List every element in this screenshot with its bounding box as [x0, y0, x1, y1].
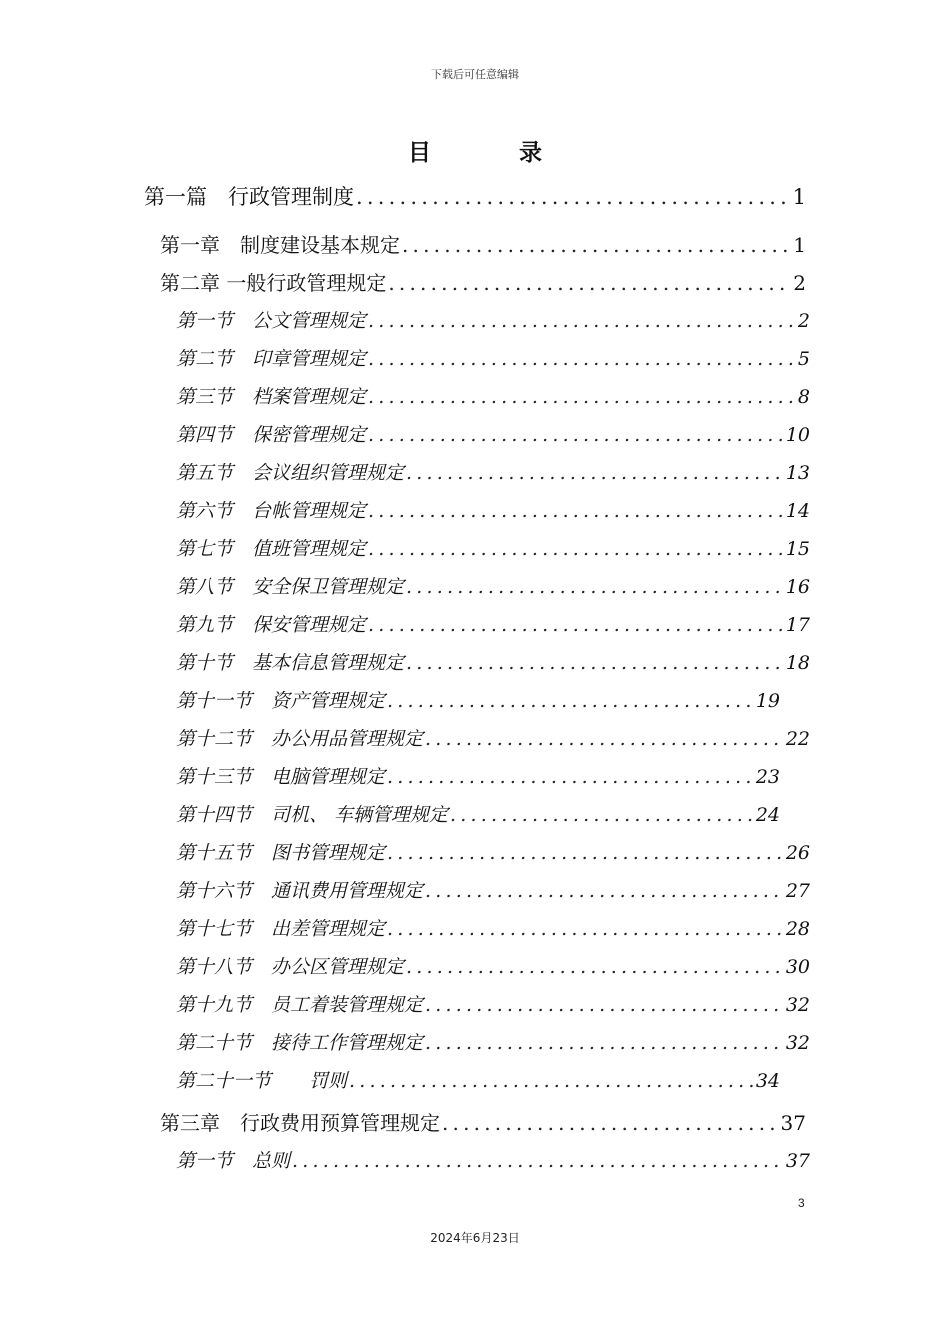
toc-entry-page: 14	[785, 500, 810, 522]
toc-entry-page: 32	[785, 994, 810, 1016]
toc-entry-page: 37	[785, 1150, 810, 1172]
toc-leader-dots	[425, 988, 784, 1022]
toc-entry-label: 第十八节 办公区管理规定	[176, 956, 405, 978]
toc-leader-dots	[368, 608, 784, 642]
toc-entry-page: 13	[785, 462, 810, 484]
toc-leader-dots	[387, 836, 784, 870]
toc-entry-section[interactable]	[176, 760, 780, 794]
toc-entry-label: 第十四节 司机、 车辆管理规定	[176, 804, 449, 826]
toc-leader-dots	[368, 494, 784, 528]
toc-leader-dots	[450, 798, 754, 832]
toc-leader-dots	[442, 1106, 779, 1140]
toc-entry-label: 第一节 总则	[176, 1150, 291, 1172]
toc-entry-label: 第九节 保安管理规定	[176, 614, 367, 636]
toc-entry-page: 23	[755, 766, 780, 788]
toc-leader-dots	[425, 722, 784, 756]
toc-entry-label: 第十九节 员工着装管理规定	[176, 994, 424, 1016]
toc-leader-dots	[368, 418, 784, 452]
toc-entry-label: 第七节 值班管理规定	[176, 538, 367, 560]
toc-entry-section[interactable]	[176, 1144, 810, 1178]
header-note: 下载后可任意编辑	[431, 68, 519, 81]
toc-entry-section[interactable]	[176, 722, 810, 756]
toc-entry-page: 18	[785, 652, 810, 674]
toc-entry-label: 第三节 档案管理规定	[176, 386, 367, 408]
toc-entry-page: 10	[785, 424, 810, 446]
toc-entry-page: 32	[785, 1032, 810, 1054]
toc-entry-label: 第十六节 通讯费用管理规定	[176, 880, 424, 902]
toc-entry-page: 37	[780, 1111, 806, 1135]
toc-leader-dots	[368, 532, 784, 566]
toc-entry-section[interactable]	[176, 836, 810, 870]
toc-entry-page: 5	[797, 348, 810, 370]
toc-entry-section[interactable]	[176, 1064, 780, 1098]
toc-entry-page: 28	[785, 918, 810, 940]
toc-entry-label: 第六节 台帐管理规定	[176, 500, 367, 522]
toc-leader-dots	[402, 228, 791, 262]
toc-leader-dots	[368, 380, 796, 414]
toc-entry-section[interactable]	[176, 798, 780, 832]
toc-leader-dots	[388, 266, 791, 300]
toc-entry-page: 26	[785, 842, 810, 864]
toc-entry-label: 第二十一节 罚则	[176, 1070, 348, 1092]
toc-entry-part1[interactable]	[144, 180, 806, 214]
toc-entry-label: 第十七节 出差管理规定	[176, 918, 386, 940]
toc-entry-label: 第二十节 接待工作管理规定	[176, 1032, 424, 1054]
toc-entry-label: 第十一节 资产管理规定	[176, 690, 386, 712]
toc-entry-page: 22	[785, 728, 810, 750]
toc-leader-dots	[349, 1064, 754, 1098]
toc-entry-page: 16	[785, 576, 810, 598]
toc-entry-label: 第八节 安全保卫管理规定	[176, 576, 405, 598]
toc-entry-section[interactable]	[176, 342, 810, 376]
toc-entry-page: 8	[797, 386, 810, 408]
toc-entry-section[interactable]	[176, 380, 810, 414]
footer-date: 2024年6月23日	[430, 1231, 520, 1245]
toc-leader-dots	[387, 760, 754, 794]
toc-entry-page: 34	[755, 1070, 780, 1092]
toc-entry-page: 2	[797, 310, 810, 332]
toc-entry-label: 第三章 行政费用预算管理规定	[160, 1111, 440, 1135]
toc-entry-label: 第二章 一般行政管理规定	[160, 271, 387, 295]
toc-leader-dots	[368, 304, 796, 338]
toc-entry-label: 第一节 公文管理规定	[176, 310, 367, 332]
toc-entry-section[interactable]	[176, 494, 810, 528]
toc-entry-label: 第一篇 行政管理制度	[144, 185, 354, 209]
toc-leader-dots	[406, 646, 784, 680]
toc-leader-dots	[406, 456, 784, 490]
toc-entry-section[interactable]	[176, 456, 810, 490]
toc-entry-page: 15	[785, 538, 810, 560]
toc-entry-section[interactable]	[176, 608, 810, 642]
toc-entry-ch2[interactable]	[160, 266, 806, 300]
toc-leader-dots	[425, 1026, 784, 1060]
toc-entry-label: 第五节 会议组织管理规定	[176, 462, 405, 484]
toc-entry-ch3[interactable]	[160, 1106, 806, 1140]
toc-entry-section[interactable]	[176, 912, 810, 946]
toc-entry-page: 1	[792, 185, 806, 209]
toc-entry-label: 第十三节 电脑管理规定	[176, 766, 386, 788]
toc-entry-label: 第一章 制度建设基本规定	[160, 233, 400, 257]
page-number: 3	[798, 1196, 805, 1210]
toc-entry-page: 19	[755, 690, 780, 712]
toc-entry-page: 17	[785, 614, 810, 636]
toc-leader-dots	[425, 874, 784, 908]
toc-entry-page: 27	[785, 880, 810, 902]
toc-leader-dots	[356, 180, 791, 214]
toc-leader-dots	[368, 342, 796, 376]
toc-leader-dots	[387, 684, 754, 718]
toc-entry-section[interactable]	[176, 874, 810, 908]
toc-entry-label: 第四节 保密管理规定	[176, 424, 367, 446]
toc-leader-dots	[406, 570, 784, 604]
toc-entry-section[interactable]	[176, 570, 810, 604]
toc-leader-dots	[292, 1144, 784, 1178]
toc-entry-section[interactable]	[176, 646, 810, 680]
toc-entry-page: 2	[793, 271, 806, 295]
toc-entry-section[interactable]	[176, 532, 810, 566]
toc-title: 目 录	[407, 140, 582, 166]
toc-entry-section[interactable]	[176, 1026, 810, 1060]
toc-leader-dots	[406, 950, 784, 984]
toc-entry-page: 24	[755, 804, 780, 826]
toc-entry-section[interactable]	[176, 988, 810, 1022]
toc-entry-section[interactable]	[176, 684, 780, 718]
toc-entry-label: 第十五节 图书管理规定	[176, 842, 386, 864]
toc-entry-label: 第十二节 办公用品管理规定	[176, 728, 424, 750]
toc-entry-ch1[interactable]	[160, 228, 806, 262]
toc-entry-section[interactable]	[176, 304, 810, 338]
toc-entry-section[interactable]	[176, 950, 810, 984]
toc-entry-page: 30	[785, 956, 810, 978]
toc-entry-label: 第十节 基本信息管理规定	[176, 652, 405, 674]
toc-entry-section[interactable]	[176, 418, 810, 452]
toc-entry-label: 第二节 印章管理规定	[176, 348, 367, 370]
toc-leader-dots	[387, 912, 784, 946]
toc-entry-page: 1	[793, 233, 806, 257]
